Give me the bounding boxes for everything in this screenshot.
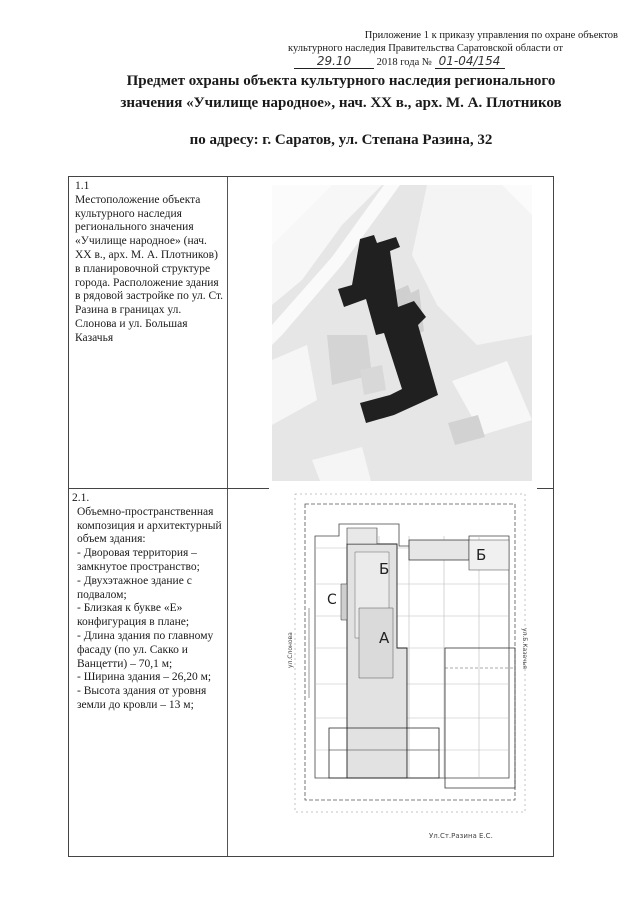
appendix-note: [288, 30, 618, 70]
section-2-list: [77, 506, 224, 713]
plan-label-c: С: [327, 592, 337, 608]
handwritten-date: 29.10: [294, 55, 374, 69]
plan-label-a: А: [379, 629, 390, 647]
title-line-3: по адресу: г. Саратов, ул. Степана Разина, 32: [189, 132, 493, 148]
section-2-item: Объемно-пространственная композиция и архитектурный объем здания:: [77, 505, 222, 546]
plan-street-label: Ул.Ст.Разина Е.С.: [429, 832, 493, 840]
title-line-2: значения «Училище народное», нач. XX в., арх. М. А. Плотников: [120, 95, 562, 111]
section-2-item: - Длина здания по главному фасаду (по ул. Сакко и Ванцетти) – 70,1 м;: [77, 629, 214, 670]
appendix-line-1: Приложение 1 к приказу управления по охране объектов: [364, 30, 618, 41]
document-title: [96, 70, 586, 151]
floor-plan: [269, 488, 537, 848]
section-2-number: 2.1.: [72, 492, 90, 504]
section-2-item: - Дворовая территория – замкнутое пространство;: [77, 547, 200, 573]
section-2-item: - Двухэтажное здание с подвалом;: [77, 574, 192, 601]
section-2-item: - Высота здания от уровня земли до кровли – 13 м;: [77, 685, 207, 711]
section-1-text: [75, 180, 225, 346]
handwritten-number: 01-04/154: [435, 55, 505, 69]
svg-text:ул.Б.Казачья: ул.Б.Казачья: [521, 628, 528, 669]
appendix-line-2: культурного наследия Правительства Саратовской области от: [288, 42, 563, 54]
appendix-line-3: [294, 55, 618, 70]
section-1-description: Местоположение объекта культурного наследия регионального значения «Училище народное» (нач. XX в., арх. М. А. Плотников) в планировочной структуре города. Расположение здания в рядовой застройке по ул. Ст. Разина в границах ул. Слонова и ул. Большая Казачья: [75, 193, 223, 344]
section-2-text: [72, 492, 224, 713]
location-map: [272, 185, 532, 481]
column-divider: [227, 177, 228, 856]
plan-label-b1: Б: [379, 560, 390, 578]
appendix-year: 2018 года №: [376, 57, 432, 68]
title-line-1: Предмет охраны объекта культурного наследия регионального: [126, 73, 556, 89]
svg-text:ул.Слонова: ул.Слонова: [287, 632, 294, 668]
section-2-item: - Близкая к букве «Е» конфигурация в плане;: [77, 602, 190, 629]
protection-table: [68, 176, 554, 857]
plan-label-b2: Б: [476, 546, 487, 564]
section-1-number: 1.1: [75, 180, 90, 192]
section-2-item: - Ширина здания – 26,20 м;: [77, 671, 212, 684]
